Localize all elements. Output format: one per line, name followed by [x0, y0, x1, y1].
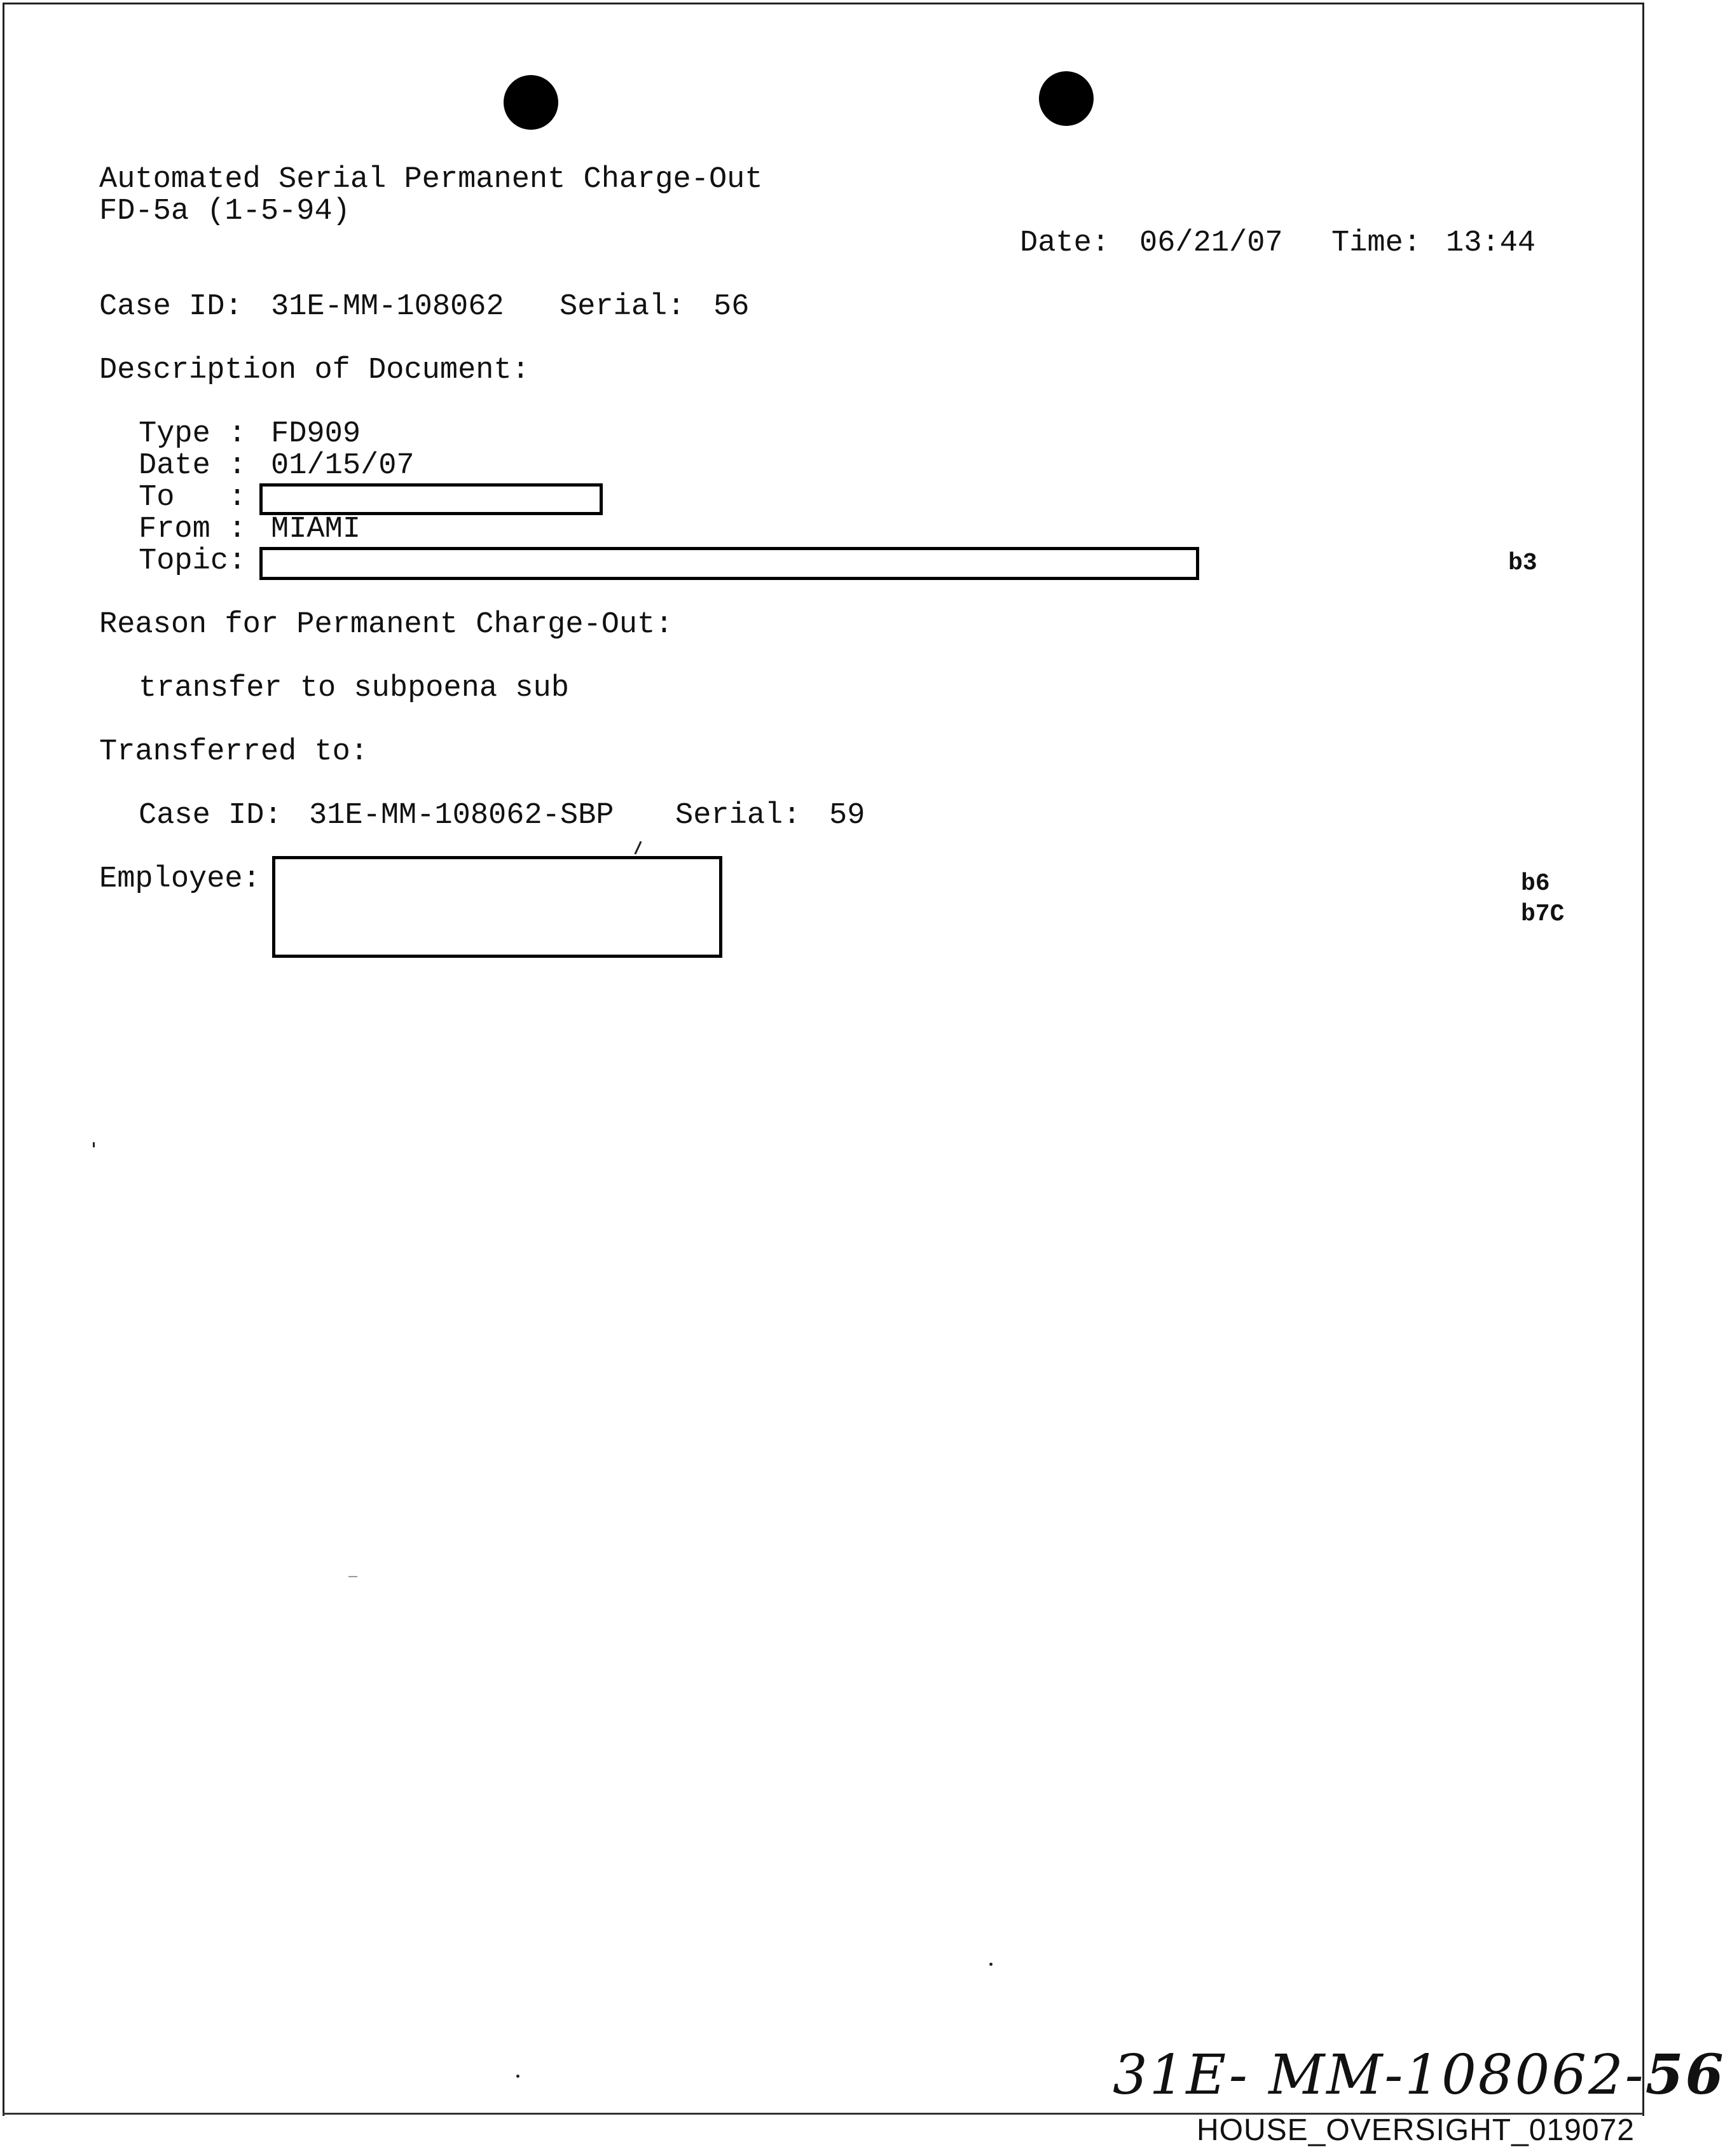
transfer-case-id-label: Case ID:: [139, 799, 282, 833]
transfer-serial-value: 59: [829, 799, 865, 833]
handwritten-file-prefix: 31E- MM-108062-: [1113, 2043, 1646, 2107]
handwritten-serial: 56: [1645, 2043, 1725, 2107]
case-id-value: 31E-MM-108062: [271, 290, 504, 324]
exemption-code-b7c: b7C: [1521, 901, 1565, 928]
doc-date-label: Date :: [139, 449, 247, 483]
doc-topic-label: Topic:: [139, 544, 247, 578]
print-date-value: 06/21/07: [1139, 226, 1283, 260]
doc-from-value: MIAMI: [271, 513, 361, 546]
serial-value: 56: [713, 290, 750, 324]
doc-from-label: From :: [139, 513, 247, 546]
print-date-label: Date:: [1020, 226, 1110, 260]
print-time-label: Time:: [1331, 226, 1422, 260]
case-id-label: Case ID:: [99, 290, 243, 324]
serial-label: Serial:: [560, 290, 685, 324]
redaction-box-to: [259, 483, 603, 515]
doc-date-value: 01/15/07: [271, 449, 415, 483]
form-title: Automated Serial Permanent Charge-Out: [99, 163, 763, 197]
scan-speck: [348, 1576, 357, 1577]
handwritten-file-number: [1113, 2043, 1725, 2107]
redaction-box-employee: [272, 856, 722, 958]
scan-speck: [516, 2075, 519, 2078]
scan-speck: [93, 1142, 95, 1147]
scan-speck: [989, 1963, 993, 1966]
reason-heading: Reason for Permanent Charge-Out:: [99, 608, 673, 642]
bates-number: HOUSE_OVERSIGHT_019072: [1197, 2113, 1635, 2147]
transfer-heading: Transferred to:: [99, 735, 369, 769]
transfer-serial-label: Serial:: [675, 799, 801, 833]
transfer-case-id-value: 31E-MM-108062-SBP: [309, 799, 614, 833]
punch-hole-right: [1039, 71, 1094, 126]
doc-to-label: To :: [139, 481, 247, 515]
form-number: FD-5a (1-5-94): [99, 195, 350, 228]
page-border: [3, 3, 1644, 2116]
reason-text: transfer to subpoena sub: [139, 672, 569, 705]
description-heading: Description of Document:: [99, 354, 530, 387]
punch-hole-left: [504, 75, 558, 130]
exemption-code-b3: b3: [1508, 549, 1537, 577]
exemption-code-b6: b6: [1521, 870, 1550, 897]
print-time-value: 13:44: [1446, 226, 1536, 260]
doc-type-value: FD909: [271, 417, 361, 451]
doc-type-label: Type :: [139, 417, 247, 451]
employee-label: Employee:: [99, 862, 261, 896]
redaction-box-topic: [259, 547, 1199, 580]
